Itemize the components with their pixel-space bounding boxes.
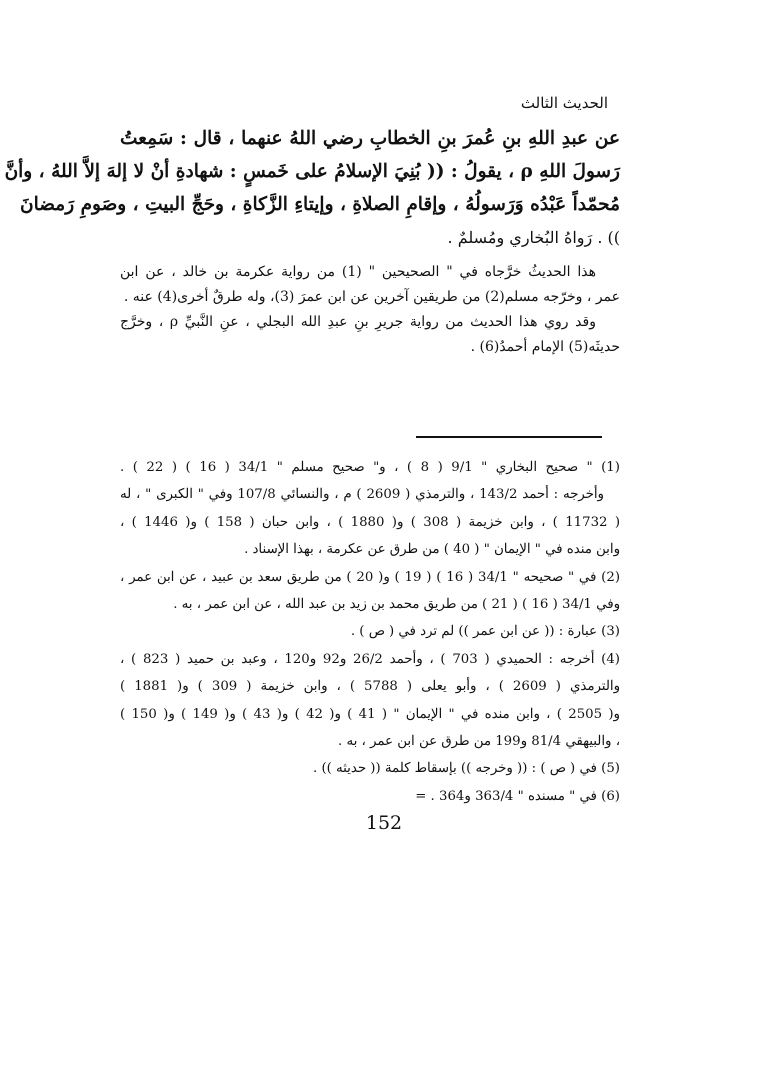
footnote-line: (1) " صحيح البخاري " 9/1 ( 8 ) ، و" صحيح مسلم " 34/1 ( 16 ) ( 22 ) . bbox=[120, 460, 620, 475]
page-number: 152 bbox=[365, 812, 403, 834]
footnote-line: والترمذي ( 2609 ) ، وأبو يعلى ( 5788 ) ، وابن خزيمة ( 309 ) و( 1881 ) bbox=[120, 679, 620, 695]
footnote-line: (5) في ( ص ) : (( وخرجه )) بإسقاط كلمة (( حديثه )) . bbox=[312, 761, 620, 777]
commentary-line: عمر ، وخرّجه مسلم(2) من طريقين آخرين عن ابن عمرَ (3)، وله طرقٌ أخرى(4) عنه . bbox=[123, 289, 620, 305]
commentary-text bbox=[120, 260, 620, 360]
footnotes bbox=[120, 454, 620, 810]
commentary-line: حديثَه(5) الإمام أحمدُ(6) . bbox=[470, 339, 620, 355]
footnote-divider bbox=[416, 436, 602, 438]
footnote-line: (4) أخرجه : الحميدي ( 703 ) ، وأحمد 26/2 و92 و120 ، وعبد بن حميد ( 823 ) ، bbox=[120, 651, 620, 667]
footnote-line: (6) في " مسنده " 363/4 و364 . = bbox=[415, 788, 620, 804]
section-title: الحديث الثالث bbox=[520, 94, 608, 112]
hadith-text bbox=[4, 122, 620, 254]
footnote-line: وأخرجه : أحمد 143/2 ، والترمذي ( 2609 ) م ، والنسائي 107/8 وفي " الكبرى " ، له bbox=[120, 487, 604, 503]
footnote-line: وابن منده في " الإيمان " ( 40 ) من طرق عن عكرمة ، بهذا الإسناد . bbox=[244, 542, 620, 558]
hadith-line: عن عبدِ اللهِ بنِ عُمرَ بنِ الخطابِ رضي اللهُ عنهما ، قال : سَمِعتُ bbox=[120, 128, 620, 149]
footnote-line: وفي 34/1 ( 16 ) ( 21 ) من طريق محمد بن زيد بن عبد الله ، عن ابن عمر ، به . bbox=[173, 597, 620, 613]
hadith-line: رَسولَ اللهِ ρ ، يقولُ : (( بُنِيَ الإسلامُ على خَمسٍ : شهادةِ أنْ لا إلهَ إلاَّ اللهُ ، وأنَّ bbox=[4, 161, 620, 182]
commentary-line: هذا الحديثُ خرَّجاه في " الصحيحين " (1) من رواية عكرمة بن خالد ، عن ابن bbox=[120, 264, 596, 280]
footnote-line: (3) عبارة : (( عن ابن عمر )) لم ترد في ( ص ) . bbox=[350, 624, 620, 640]
hadith-line: مُحمّداً عَبْدُه وَرَسولُهُ ، وإقامِ الصلاةِ ، وإيتاءِ الزَّكاةِ ، وحَجِّ البيتِ ، وصَومِ رَمضانَ bbox=[20, 194, 620, 215]
footnote-line: و( 2505 ) ، وابن منده في " الإيمان " ( 41 ) و( 42 ) و( 43 ) و( 149 ) و( 150 ) bbox=[120, 706, 620, 722]
footnote-line: ، والبيهقي 81/4 و199 من طرق عن ابن عمر ، به . bbox=[338, 734, 620, 750]
commentary-line: وقد روي هذا الحديث من رواية جريرِ بنِ عبدِ الله البجلي ، عنِ النَّبيِّ ρ ، وخرَّج bbox=[120, 314, 596, 330]
footnote-line: (2) في " صحيحه " 34/1 ( 16 ) ( 19 ) و( 20 ) من طريق سعد بن عبيد ، عن ابن عمر ، bbox=[120, 569, 621, 585]
hadith-line: )) . رَواهُ البُخاري ومُسلمٌ . bbox=[447, 228, 620, 247]
footnote-line: ( 11732 ) ، وابن خزيمة ( 308 ) و( 1880 ) ، وابن حبان ( 158 ) و( 1446 ) ، bbox=[120, 514, 621, 530]
